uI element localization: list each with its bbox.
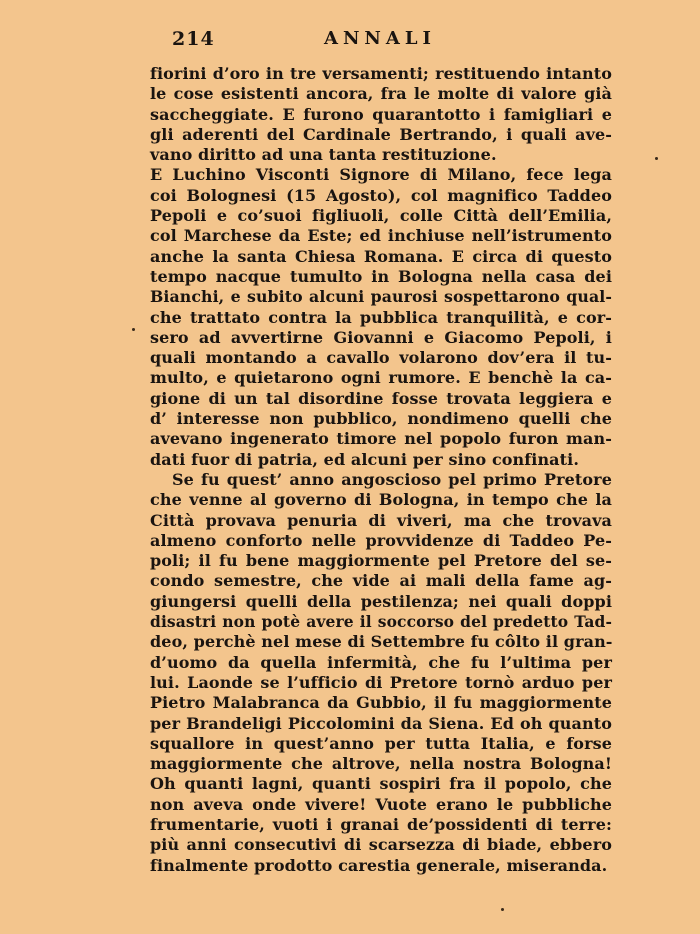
text-line: che venne al governo di Bologna, in tempo che la [150, 490, 612, 510]
text-line: E Luchino Visconti Signore di Milano, fece lega [150, 165, 612, 185]
text-line: poli; il fu bene maggiormente pel Pretore del se- [150, 551, 612, 571]
text-line: gli aderenti del Cardinale Bertrando, i quali ave- [150, 124, 612, 144]
text-line: tempo nacque tumulto in Bologna nella casa dei [150, 266, 612, 286]
text-line: le cose esistenti ancora, fra le molte di valore già [150, 84, 612, 104]
page-header [172, 28, 612, 54]
running-title: ANNALI [324, 28, 436, 49]
text-line: d’uomo da quella infermità, che fu l’ultima per [150, 652, 612, 672]
text-line: per Brandeligi Piccolomini da Siena. Ed oh quanto [150, 713, 612, 733]
text-line: finalmente prodotto carestia generale, miseranda. [150, 855, 608, 875]
text-line: dati fuor di patria, ed alcuni per sino confinati. [150, 449, 579, 469]
text-line: fiorini d’oro in tre versamenti; restituendo intanto [150, 64, 612, 83]
text-line: sero ad avvertirne Giovanni e Giacomo Pepoli, i [150, 327, 612, 347]
text-line: giungersi quelli della pestilenza; nei quali doppi [150, 591, 612, 611]
text-line: d’ interesse non pubblico, nondimeno quelli che [150, 409, 612, 429]
body-text [150, 64, 612, 876]
text-line: disastri non potè avere il soccorso del predetto Tad- [150, 612, 612, 632]
text-line: anche la santa Chiesa Romana. E circa di questo [150, 246, 612, 266]
text-line: Bianchi, e subito alcuni paurosi sospettarono qual- [150, 287, 612, 307]
text-line: frumentarie, vuoti i granai de’possidenti di terre: [150, 814, 612, 834]
text-line: col Marchese da Este; ed inchiuse nell’istrumento [150, 226, 612, 246]
text-line: che trattato contra la pubblica tranquilità, e cor- [150, 307, 612, 327]
text-line: maggiormente che altrove, nella nostra Bologna! [150, 754, 612, 774]
text-line: più anni consecutivi di scarsezza di biade, ebbero [150, 835, 612, 855]
text-line: squallore in quest’anno per tutta Italia, e forse [150, 733, 612, 753]
text-line: gione di un tal disordine fosse trovata leggiera e [150, 388, 612, 408]
text-line: vano diritto ad una tanta restituzione. [150, 145, 497, 165]
text-line: multo, e quietarono ogni rumore. E benchè la ca- [150, 368, 612, 388]
ink-speck [655, 157, 658, 160]
text-line: almeno conforto nelle provvidenze di Taddeo Pe- [150, 530, 612, 550]
text-line: Pepoli e co’suoi figliuoli, colle Città dell’Emilia, [150, 206, 612, 226]
text-line: Se fu quest’ anno angoscioso pel primo Pretore [172, 469, 612, 489]
text-line: Pietro Malabranca da Gubbio, il fu maggiormente [150, 693, 612, 713]
ink-speck [501, 908, 504, 911]
text-line: coi Bolognesi (15 Agosto), col magnifico Taddeo [150, 185, 612, 205]
text-line: lui. Laonde se l’ufficio di Pretore tornò arduo per [150, 672, 612, 692]
text-line: avevano ingenerato timore nel popolo furon man- [150, 429, 612, 449]
text-line: saccheggiate. E furono quarantotto i famigliari e [150, 104, 612, 124]
text-line: deo, perchè nel mese di Settembre fu côlto il gran- [150, 632, 613, 652]
text-line: non aveva onde vivere! Vuote erano le pubbliche [150, 794, 612, 814]
text-line: quali montando a cavallo volarono dov’era il tu- [150, 348, 612, 368]
ink-speck [132, 328, 135, 331]
text-line: Città provava penuria di viveri, ma che trovava [150, 510, 612, 530]
page-number: 214 [172, 28, 215, 50]
text-line: Oh quanti lagni, quanti sospiri fra il popolo, che [150, 774, 612, 794]
text-line: condo semestre, che vide ai mali della fame ag- [150, 571, 612, 591]
